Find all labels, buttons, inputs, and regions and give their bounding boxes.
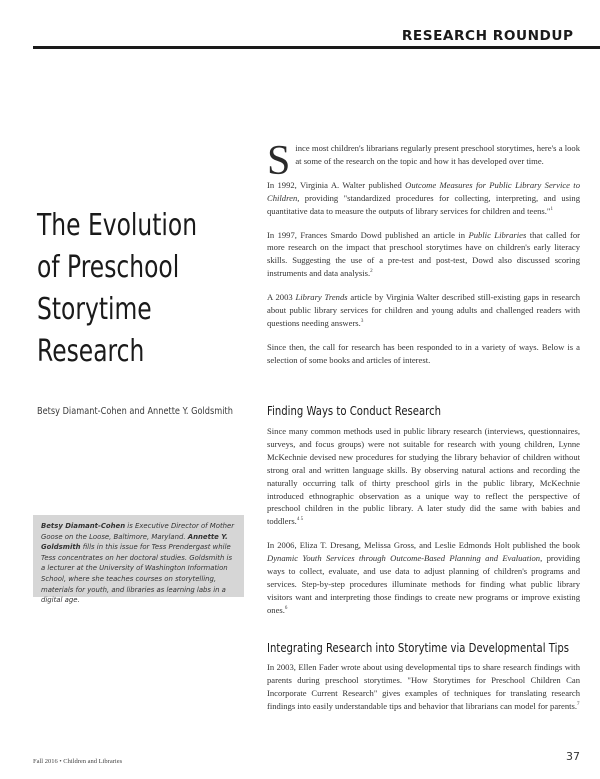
paragraph — [267, 425, 580, 528]
page-number: 37 — [566, 750, 580, 763]
cited-title: Outcome Measures for Public Library Service to Children — [267, 179, 580, 203]
section-heading: Integrating Research into Storytime via Developmental Tips — [267, 641, 570, 655]
article-title — [37, 205, 224, 373]
paragraph: Since then, the call for research has been responded to in a variety of ways. Below is a selection of some books and articles of interest. — [267, 341, 580, 365]
body-column — [267, 138, 581, 367]
paragraph-text: In 1997, Frances Smardo Dowd published an article in — [267, 229, 469, 240]
footnote-ref: 7 — [577, 701, 580, 707]
paragraph-text: In 1992, Virginia A. Walter published — [267, 179, 406, 190]
paragraph — [267, 291, 580, 330]
cited-title: Library Trends — [295, 292, 348, 303]
body-column — [267, 425, 580, 617]
paragraph-text: In 2003, Ellen Fader wrote about using developmental tips to share research findings with parents during preschool storytimes. "How Storytimes for Preschool Children Can Incorporate Current Research" gives examples of techniques for translating research findings into easily understandable tips and behavior that librarians can model for parents. — [267, 662, 580, 711]
byline: Betsy Diamant-Cohen and Annette Y. Goldsmith — [37, 406, 233, 417]
footnote-ref: 2 — [370, 269, 373, 275]
paragraph-text: , providing ways to collect, evaluate, and use data to adjust planning of children's programs and services. Step-by-step procedures illuminate methods for finding what public library visitors want and interpreting those findings to create new programs or improve existing ones. — [267, 553, 581, 615]
body-column — [267, 661, 580, 713]
bio-author-name: Annette Y. Goldsmith — [41, 532, 228, 552]
bio-text: fills in this issue for Tess Prendergast while Tess concentrates on her doctoral studies. Goldsmith is a lecturer at the University of Washington Information School, where she teaches courses on storytelling, materials for youth, and libraries as learning labs in a digital age. — [41, 543, 233, 605]
paragraph — [267, 179, 580, 218]
paragraph-text: article by Virginia Walter described still-existing gaps in research about public library services for children and young adults and challenged readers with questions needing answers. — [267, 292, 581, 328]
section-tag: RESEARCH ROUNDUP — [402, 29, 574, 44]
title-line: Storytime — [37, 292, 152, 327]
paragraph — [267, 661, 580, 713]
paragraph — [267, 229, 580, 281]
footnote-ref: 4 5 — [296, 517, 304, 523]
footnote-ref: 6 — [284, 605, 288, 611]
title-line: Research — [37, 334, 145, 369]
paragraph-text: , providing "standardized procedures for collecting, interpreting, and using quantitative data to measure the outputs of library services for children and teens." — [267, 192, 580, 216]
paragraph-text: In 2006, Eliza T. Dresang, Melissa Gross, and Leslie Edmonds Holt published the book — [267, 540, 580, 551]
header-rule — [33, 46, 600, 49]
intro-paragraph — [267, 138, 580, 184]
cited-title: Dynamic Youth Services through Outcome-Based Planning and Evaluation — [267, 553, 541, 564]
author-bio-box — [33, 515, 244, 605]
title-line: The Evolution — [37, 208, 198, 243]
paragraph — [267, 539, 580, 616]
bio-author-name: Betsy Diamant-Cohen — [41, 522, 126, 530]
section-heading: Finding Ways to Conduct Research — [267, 404, 442, 418]
drop-cap: S — [267, 138, 291, 184]
title-line: of Preschool — [37, 250, 180, 285]
footnote-ref: 1 — [550, 206, 553, 212]
bio-text: is Executive Director of Mother Goose on the Loose, Baltimore, Maryland. — [41, 522, 235, 541]
cited-title: Public Libraries — [468, 229, 527, 240]
paragraph-text: that called for more research on the impact that preschool storytimes have on children's early literacy skills. Suggesting the use of a pre-test and post-test, Dowd also discussed scoring instruments and data analysis. — [267, 229, 581, 279]
paragraph-text: ince most children's librarians regularly present preschool storytimes, here's a look at some of the research on the topic and how it has developed over time. — [295, 143, 580, 166]
footer-publication: Fall 2016 • Children and Libraries — [33, 758, 123, 765]
paragraph-text: A 2003 — [267, 292, 296, 303]
footnote-ref: 3 — [360, 319, 364, 325]
paragraph-text: Since many common methods used in public library research (interviews, questionnaires, surveys, and focus groups) were not suitable for research with young children, Lynne McKechnie devised new procedures for studying the library behavior of children without strong oral and written language skills. By observing natural actions and recording the naturally occurring talk of thirty preschool girls in the public library, McKechnie introduced ethnographic observation as a unique way to reflect the perspective of preschool children in the public library. A later study did the same with babies and toddlers. — [267, 426, 580, 527]
